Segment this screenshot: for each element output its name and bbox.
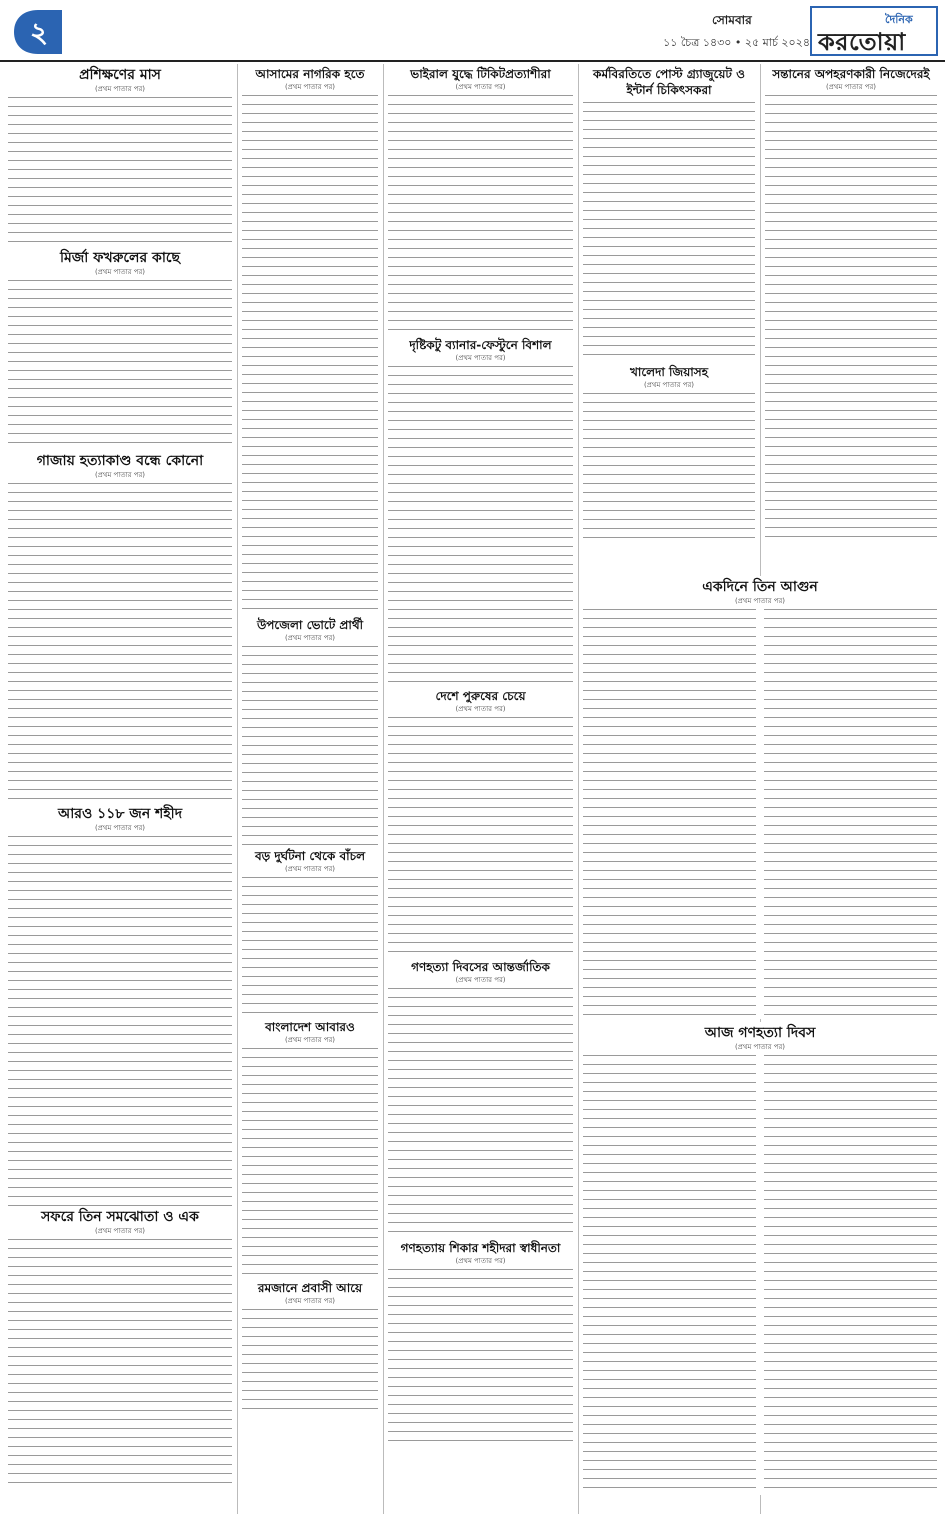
- article-continuation: (প্রথম পাতার পর): [284, 1036, 336, 1044]
- page-number-badge: [8, 8, 64, 56]
- column-divider: [578, 64, 579, 1514]
- column-5: [765, 64, 937, 545]
- article-body: [242, 877, 378, 1017]
- article-body: [388, 366, 573, 686]
- article-headline: বড় দুর্ঘটনা থেকে বাঁচল: [254, 849, 366, 863]
- article-continuation: (প্রথম পাতার পর): [734, 1043, 786, 1051]
- article-body: [765, 95, 937, 545]
- article-continuation: (প্রথম পাতার পর): [455, 1257, 506, 1265]
- article-body: [583, 609, 756, 1019]
- article-headline: ভাইরাল যুদ্ধে টিকিটপ্রত্যাশীরা: [410, 67, 551, 81]
- article-continuation: (প্রথম পাতার পর): [94, 268, 146, 276]
- masthead-title: করতোয়া: [818, 28, 906, 56]
- issue-day: সোমবার: [712, 13, 752, 27]
- article-continuation: (প্রথম পাতার পর): [94, 471, 146, 479]
- article-headline: দৃষ্টিকটু ব্যানার-ফেস্টুনে বিশাল: [409, 338, 552, 352]
- article-headline: সন্তানের অপহরণকারী নিজেদেরই: [772, 67, 930, 81]
- article-continuation: (প্রথম পাতার পর): [94, 1227, 146, 1235]
- column-4: [583, 64, 755, 543]
- wide-article-1: [583, 576, 937, 1019]
- article-headline: প্রশিক্ষণের মাস: [79, 67, 161, 83]
- wide-article-2: [583, 1022, 937, 1495]
- masthead-tagline: দৈনিক: [885, 13, 913, 26]
- article-headline: বাংলাদেশ আবারও: [265, 1020, 355, 1034]
- column-2: [242, 64, 378, 1409]
- article-body: [242, 95, 378, 615]
- article-headline: সফরে তিন সমঝোতা ও এক: [41, 1209, 199, 1225]
- article-headline: আজ গণহত্যা দিবস: [704, 1025, 816, 1041]
- article-body: [242, 1309, 378, 1409]
- article-body: [583, 393, 755, 543]
- article-headline: একদিনে তিন আগুন: [702, 579, 818, 595]
- article-headline: গণহত্যা দিবসের আন্তর্জাতিক: [411, 960, 550, 974]
- article-continuation: (প্রথম পাতার পর): [455, 354, 506, 362]
- article-body: [583, 1055, 756, 1495]
- article-continuation: (প্রথম পাতার পর): [284, 1297, 336, 1305]
- article-continuation: (প্রথম পাতার পর): [455, 976, 506, 984]
- article-body: [388, 95, 573, 335]
- article-continuation: (প্রথম পাতার পর): [284, 865, 336, 873]
- article-body: [8, 1239, 232, 1489]
- issue-date: ১১ চৈত্র ১৪৩০ • ২৫ মার্চ ২০২৪: [663, 36, 810, 49]
- article-headline: আসামের নাগরিক হতে: [255, 67, 365, 81]
- article-continuation: (প্রথম পাতার পর): [734, 597, 786, 605]
- article-continuation: (প্রথম পাতার পর): [455, 705, 506, 713]
- article-body: [242, 646, 378, 846]
- article-body: [8, 280, 232, 450]
- article-body: [388, 988, 573, 1238]
- article-body: [764, 1055, 937, 1495]
- article-body: [8, 483, 232, 803]
- article-body: [583, 102, 755, 362]
- column-divider: [383, 64, 384, 1514]
- article-continuation: (প্রথম পাতার পর): [284, 83, 336, 91]
- article-headline: রমজানে প্রবাসী আয়ে: [257, 1281, 363, 1295]
- article-continuation: (প্রথম পাতার পর): [455, 83, 506, 91]
- column-3: [388, 64, 573, 1449]
- article-continuation: (প্রথম পাতার পর): [94, 85, 146, 93]
- page-number: ২: [29, 16, 49, 49]
- article-headline: গণহত্যায় শিকার শহীদরা স্বাধীনতা: [400, 1241, 561, 1255]
- article-headline: উপজেলা ভোটে প্রার্থী: [256, 618, 364, 632]
- article-headline: কর্মবিরতিতে পোস্ট গ্র্যাজুয়েট ও ইন্টার্ন চিকিৎসকরা: [593, 67, 745, 97]
- article-body: [242, 1048, 378, 1278]
- column-1: [8, 64, 232, 1489]
- page-header: [0, 0, 945, 62]
- article-body: [388, 717, 573, 957]
- article-continuation: (প্রথম পাতার পর): [94, 824, 146, 832]
- article-body: [8, 836, 232, 1206]
- article-body: [8, 97, 232, 247]
- column-divider: [237, 64, 238, 1514]
- article-body: [764, 609, 937, 1019]
- article-headline: খালেদা জিয়াসহ: [629, 365, 709, 379]
- article-continuation: (প্রথম পাতার পর): [643, 381, 695, 389]
- article-body: [388, 1269, 573, 1449]
- article-continuation: (প্রথম পাতার পর): [284, 634, 336, 642]
- header-rule: [0, 60, 945, 62]
- masthead-logo: [810, 6, 938, 56]
- article-headline: মির্জা ফখরুলের কাছে: [60, 250, 180, 266]
- article-headline: গাজায় হত্যাকাণ্ড বন্ধে কোনো: [36, 453, 204, 469]
- article-headline: দেশে পুরুষের চেয়ে: [435, 689, 526, 703]
- article-continuation: (প্রথম পাতার পর): [825, 83, 877, 91]
- article-headline: আরও ১১৮ জন শহীদ: [57, 806, 183, 822]
